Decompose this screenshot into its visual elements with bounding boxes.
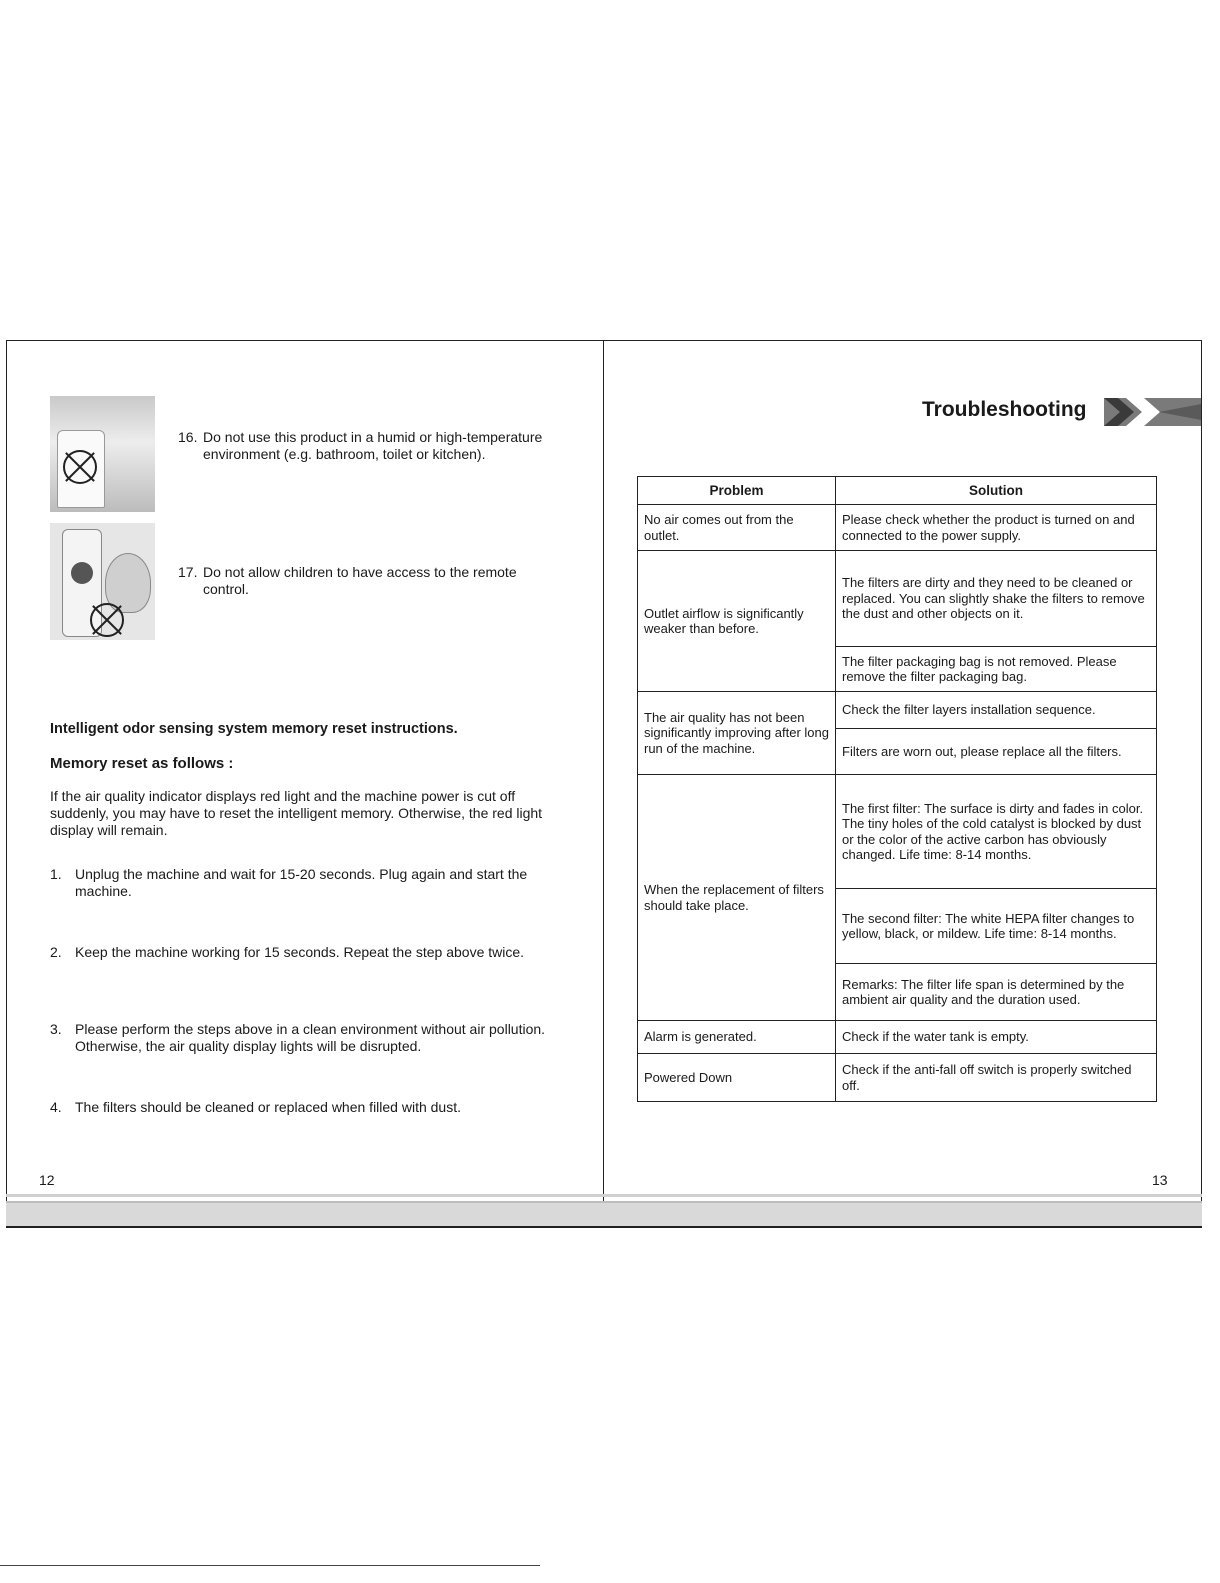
intro-paragraph: If the air quality indicator displays red light and the machine power is cut off suddenly, you may have to reset the intelligent memory. Otherwise, the red light display will remain.: [50, 788, 543, 838]
footer-line: [6, 1194, 1202, 1197]
table-row: [638, 692, 1157, 729]
step-4: [50, 1099, 580, 1116]
solution-cell: The first filter: The surface is dirty and fades in color. The tiny holes of the cold catalyst is blocked by dust or the color of the active carbon has obviously changed. Life time: 8-14 months.: [836, 775, 1157, 889]
problem-cell: The air quality has not been significantly improving after long run of the machine.: [638, 692, 836, 775]
scan-edge-line: [0, 1565, 540, 1566]
table-header-row: [638, 477, 1157, 505]
note-16: [178, 429, 558, 463]
step-number: 2.: [50, 944, 62, 960]
step-text: The filters should be cleaned or replaced when filled with dust.: [75, 1099, 461, 1115]
solution-cell: The filters are dirty and they need to be cleaned or replaced. You can slightly shake the filters to remove the dust and other objects on it.: [836, 551, 1157, 647]
step-text: Keep the machine working for 15 seconds. Repeat the step above twice.: [75, 944, 525, 960]
problem-cell: Alarm is generated.: [638, 1021, 836, 1054]
header-problem: Problem: [638, 477, 836, 505]
step-text: Please perform the steps above in a clean environment without air pollution. Otherwise, the air quality display lights will be disrupted.: [75, 1021, 546, 1054]
table-row: [638, 775, 1157, 889]
note-text: Do not use this product in a humid or high-temperature environment (e.g. bathroom, toilet or kitchen).: [203, 429, 543, 462]
problem-cell: Powered Down: [638, 1054, 836, 1102]
table-row: [638, 551, 1157, 647]
note-number: 17.: [178, 564, 198, 580]
note-text: Do not allow children to have access to the remote control.: [203, 564, 517, 597]
troubleshooting-table: [637, 476, 1157, 1102]
step-number: 3.: [50, 1021, 62, 1037]
prohibited-icon: [90, 603, 124, 637]
step-1: [50, 866, 580, 900]
solution-cell: Check if the water tank is empty.: [836, 1021, 1157, 1054]
section-subheading: Memory reset as follows :: [50, 755, 234, 772]
footer-band: [6, 1201, 1202, 1227]
problem-cell: When the replacement of filters should take place.: [638, 775, 836, 1021]
step-number: 1.: [50, 866, 62, 882]
page-number-right: 13: [1152, 1172, 1168, 1188]
solution-cell: The second filter: The white HEPA filter changes to yellow, black, or mildew. Life time: 8-14 months.: [836, 889, 1157, 964]
problem-cell: No air comes out from the outlet.: [638, 505, 836, 551]
note-17: [178, 564, 558, 598]
chevron-arrow-icon: [1104, 398, 1201, 426]
table-row: [638, 505, 1157, 551]
header-solution: Solution: [836, 477, 1157, 505]
solution-cell: Please check whether the product is turned on and connected to the power supply.: [836, 505, 1157, 551]
prohibited-icon: [63, 450, 97, 484]
step-text: Unplug the machine and wait for 15-20 seconds. Plug again and start the machine.: [75, 866, 528, 899]
solution-cell: The filter packaging bag is not removed. Please remove the filter packaging bag.: [836, 647, 1157, 692]
table-row: [638, 1021, 1157, 1054]
table-row: [638, 1054, 1157, 1102]
troubleshooting-title: Troubleshooting: [922, 398, 1087, 421]
solution-cell: Remarks: The filter life span is determined by the ambient air quality and the duration used.: [836, 964, 1157, 1021]
solution-cell: Check if the anti-fall off switch is properly switched off.: [836, 1054, 1157, 1102]
problem-cell: Outlet airflow is significantly weaker than before.: [638, 551, 836, 692]
remote-child-photo: [50, 523, 155, 640]
step-number: 4.: [50, 1099, 62, 1115]
note-number: 16.: [178, 429, 198, 445]
step-3: [50, 1021, 580, 1055]
solution-cell: Filters are worn out, please replace all the filters.: [836, 729, 1157, 775]
bathroom-purifier-photo: [50, 396, 155, 512]
section-heading: Intelligent odor sensing system memory reset instructions.: [50, 721, 458, 737]
solution-cell: Check the filter layers installation sequence.: [836, 692, 1157, 729]
page-number-left: 12: [39, 1172, 55, 1188]
step-2: [50, 944, 580, 961]
page-divider: [603, 340, 604, 1202]
